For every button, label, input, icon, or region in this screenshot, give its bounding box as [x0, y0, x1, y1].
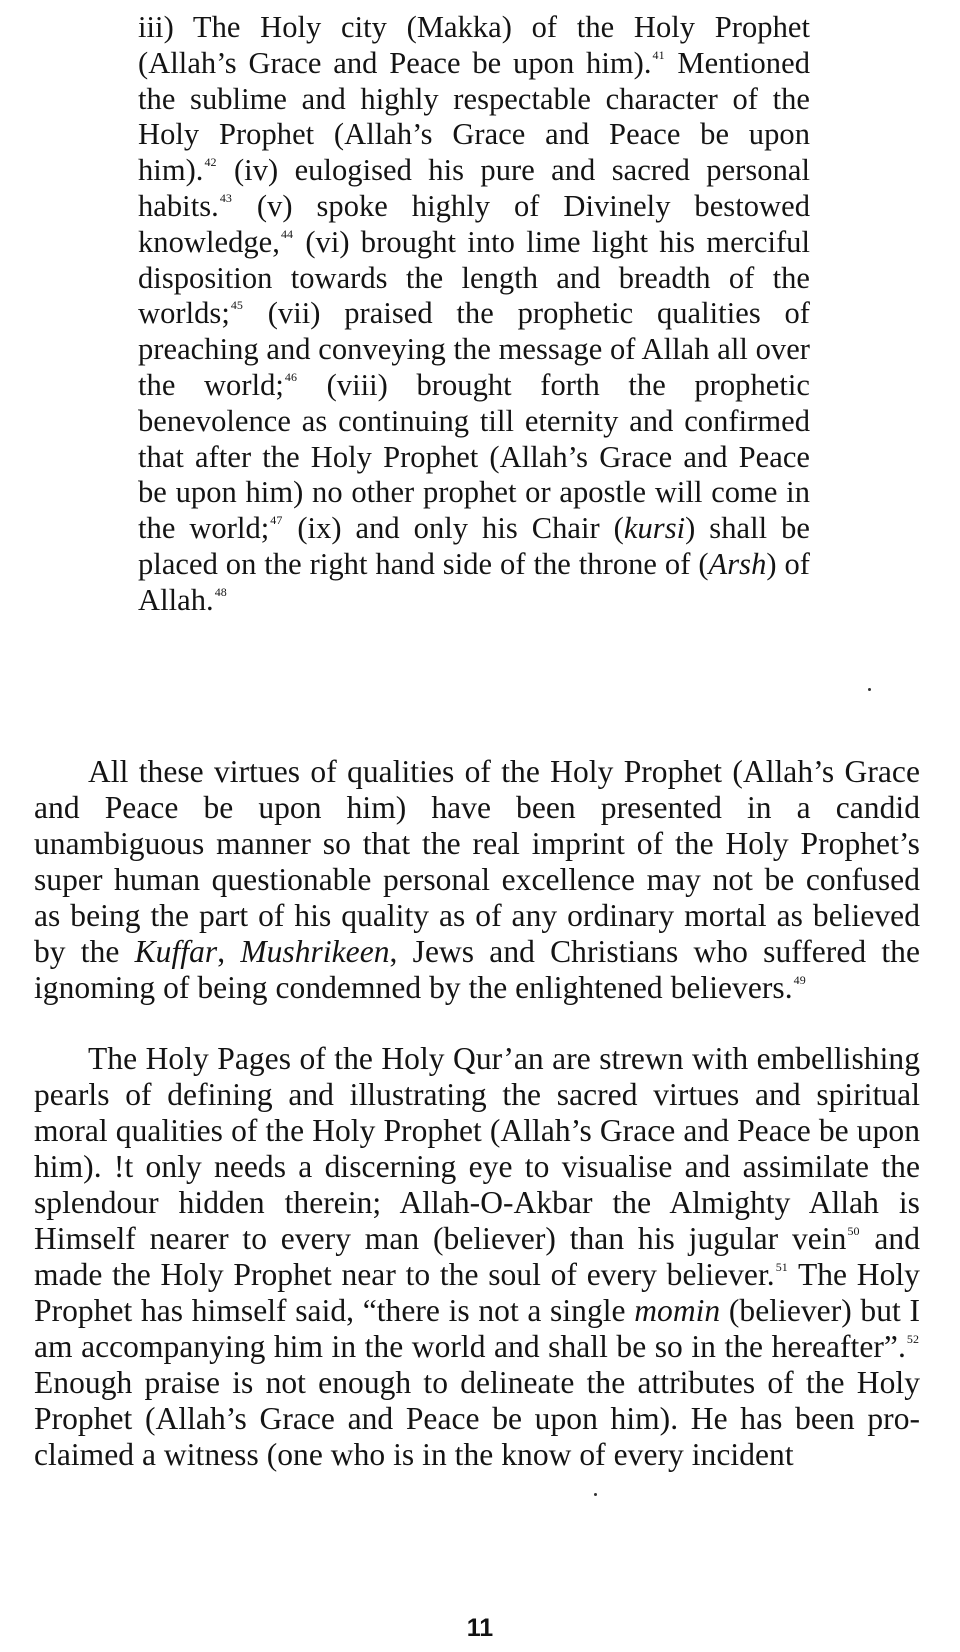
- text-run: The Holy Pages of the Holy Qur’an are strewn with embellishing pearls of defining and illustrating the sacred virtues and spiritual moral qualities of the Holy Prophet (Allah’s Grace and Peace be upon him). !t only needs a discerning eye to visualise and assimilate the splendour hidden therein; Allah-O-Akbar the Almighty Allah is Himself nearer to every man (believer) than his jugular vein: [34, 1041, 920, 1256]
- scan-speck: [868, 688, 871, 691]
- footnote-ref-52: 52: [906, 1332, 919, 1346]
- text-run: and made the Holy Prophet near to the soul of every believer.: [34, 1221, 920, 1292]
- footnote-ref-50: 50: [847, 1224, 860, 1238]
- paragraph-holy-pages: [34, 1041, 920, 1473]
- text-run: ) shall be placed on the right hand side of the throne of (: [138, 511, 810, 581]
- text-run: Mentioned the sublime and highly respectable character of the Holy Prophet (Allah’s Grace and Peace be upon him).: [138, 45, 810, 188]
- text-run: iii) The Holy city (Makka) of the Holy Prophet (Allah’s Grace and Peace be upon him).: [138, 10, 810, 80]
- text-run: (iv) eulogised his pure and sacred personal habits.: [138, 153, 810, 223]
- indented-quote-block: [138, 10, 810, 619]
- italic-term-kuffar: Kuffar: [134, 934, 218, 969]
- footnote-ref-46: 46: [284, 369, 298, 384]
- footnote-ref-44: 44: [280, 226, 294, 241]
- text-run: (vi) brought into lime light his merciful disposition towards the length and breadth of the worlds;: [138, 224, 810, 331]
- text-run: (believer) but I am accompanying him in the world and shall be so in the hereafter”.: [34, 1293, 920, 1364]
- paragraph-virtues: [34, 754, 920, 1006]
- italic-term-arsh: Arsh: [708, 546, 767, 581]
- italic-term-kursi: kursi: [623, 511, 686, 546]
- text-run: (viii) brought forth the prophetic benevolence as continuing till eternity and confirmed that after the Holy Prophet (Allah’s Grace and Peace be upon him) no other prophet or apostle will come in the world;: [138, 367, 810, 546]
- footnote-ref-49: 49: [793, 973, 806, 987]
- footnote-ref-43: 43: [219, 190, 232, 205]
- footnote-ref-48: 48: [214, 584, 227, 599]
- scan-speck: [594, 1493, 597, 1496]
- text-run: (v) spoke highly of Divinely bestowed knowledge,: [138, 188, 810, 259]
- italic-term-momin: momin: [634, 1293, 721, 1328]
- italic-term-mushrikeen: Mushrikeen: [240, 934, 390, 969]
- text-run: (ix) and only his Chair (: [283, 511, 624, 546]
- footnote-ref-45: 45: [230, 298, 243, 313]
- text-run: All these virtues of qualities of the Holy Prophet (Allah’s Grace and Peace be upon him) have been presented in a candid unambiguous manner so that the real imprint of the Holy Prophet’s super human questionable personal excellence may not be confused as being the part of his quality as of any ordinary mortal as believed by the: [34, 754, 920, 969]
- text-run: (vii) praised the prophetic qualities of preaching and conveying the message of Allah all over the world;: [138, 296, 810, 402]
- footnote-ref-42: 42: [204, 155, 217, 170]
- footnote-ref-47: 47: [270, 513, 283, 528]
- footnote-ref-51: 51: [775, 1260, 788, 1274]
- text-run: Enough praise is not enough to delineate the attributes of the Holy Prophet (Allah’s Grace and Peace be upon him). He has been proclaimed a witness (one who is in the know of every incident: [34, 1365, 920, 1472]
- text-run: The Holy Prophet has himself said, “there is not a single: [34, 1257, 920, 1328]
- footnote-ref-41: 41: [652, 47, 665, 62]
- page-number: 11: [466, 1614, 494, 1642]
- text-run: ,: [217, 934, 241, 969]
- text-run: , Jews and Christians who suffered the ignoming of being condemned by the enlightened believers.: [34, 934, 920, 1005]
- text-run: ) of Allah.: [138, 546, 811, 617]
